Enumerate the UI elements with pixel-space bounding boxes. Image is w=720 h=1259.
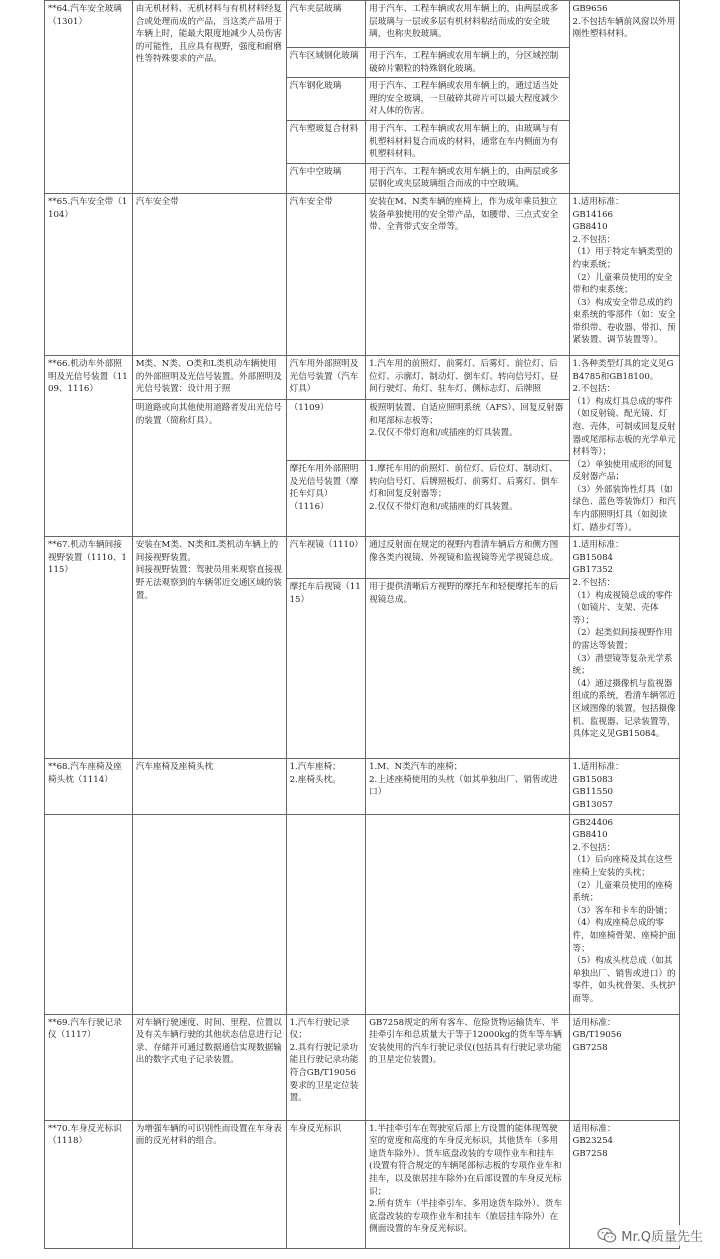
item-definition: 汽车座椅及座椅头枕 [135, 762, 214, 773]
product-description: 通过反射面在规定的视野内看清车辆后方和侧方图像各类内视镜、外视镜和监视镜等光学视镜总成。 [369, 540, 559, 563]
product-name-cell [286, 759, 366, 814]
product-description: 用于汽车、工程车辆或农用车辆上的，由玻璃与有机塑料材料复合而成的材料，通常在车内侧面为有机塑料材料。 [369, 123, 559, 160]
product-name: 汽车中空玻璃 [289, 166, 342, 177]
product-description: 用于汽车、工程车辆或农用车辆上的，由两层或多层玻璃与一层或多层有机材料粘结而成的安全玻璃，也称夹胶玻璃。 [369, 4, 559, 40]
remarks-cell [569, 537, 680, 759]
item-definition: 安装在M类、N类和L类机动车辆上的间接视野装置。 间接视野装置：驾驶员用来观察直接视野无法观察到的车辆邻近交通区域的装置。 [135, 540, 282, 601]
item-name-cell [45, 537, 133, 759]
product-description-cell [366, 1, 569, 48]
item-definition-cell [132, 399, 286, 536]
item-definition: 明道路或向其他使用道路者发出光信号的装置（简称灯具）。 [135, 402, 282, 426]
remarks: 1.各种类型灯具的定义见GB4785和GB18100。 2.不包括： （1）构成灯具总成的零件（如反射镜、配光镜、灯泡、壳体，可制成回复反射器或尾部标志板的光学单元材料等）； （2）单独使用成形的回复反射器产品； （3）外部装饰性灯具（如绿色、蓝色等装饰灯）和汽车内部照明灯具（如阅读灯、踏步灯等）。 [572, 358, 676, 533]
product-description: 安装在M、N类车辆的座椅上，作为成年乘员独立装备单独使用的安全带产品，如腰带、三点式安全带、全背带式安全带等。 [369, 196, 559, 233]
product-name-cell [286, 193, 366, 355]
remarks: GB24406 GB8410 2.不包括： （1）后向座椅及其在这些座椅上安装的头枕； （2）儿童乘员使用的座椅系统； （3）客车和卡车的卧铺； （4）构成座椅总成的零件，如座椅骨架、座椅护面等； （5）构成头枕总成（如其单独出厂、销售或进口）的零件，如头枕骨架、头枕护面等。 [572, 817, 676, 1004]
empty-cell [45, 814, 133, 1014]
table-row-66 [45, 355, 680, 399]
product-name: （1109） [289, 402, 329, 413]
item-name: **65.汽车安全带（1104） [48, 196, 128, 220]
product-description: 1.半挂牵引车在驾驶室后部上方设置的能体现驾驶室的宽度和高度的车身反光标识，其他货车（多用途货车除外）、货车底盘改装的专项作业车和挂车(设置有符合规定的车辆尾部标志板的专项作业车和挂车，以及旅居挂车除外)在后部设置的车身反光标识； 2.所有货车（半挂牵引车、多用途货车除外）、货车底盘改装的专项作业车和挂车（旅居挂车除外）在侧面设置的车身反光标识。 [369, 1123, 563, 1235]
product-name: 摩托车用外部照明及光信号装置（摩托车灯具） （1116） [289, 464, 359, 513]
product-name-cell [286, 1014, 366, 1120]
item-name-cell [45, 193, 133, 355]
table-row-65 [45, 193, 680, 355]
item-definition-cell [132, 759, 286, 814]
item-name-cell [45, 1014, 133, 1120]
item-definition-cell [132, 355, 286, 399]
remarks: GB9656 2.不包括车辆前风窗以外用刚性塑料材料。 [572, 4, 676, 40]
remarks-cell [569, 1, 680, 194]
document-page [44, 0, 680, 1249]
item-name-cell [45, 1120, 133, 1248]
table-row-67 [45, 537, 680, 579]
wechat-icon [597, 1227, 617, 1244]
product-description: GB7258规定的所有客车、危险货物运输货车、半挂牵引车和总质量大于等于12000kg的货车等车辆安装使用的汽车行驶记录仪(包括具有行驶记录功能的卫星定位装置)。 [369, 1017, 562, 1066]
product-description-cell [366, 1014, 569, 1120]
product-name: 汽车视镜（1110） [289, 540, 364, 551]
product-description-cell [366, 78, 569, 121]
remarks: 适用标准： GB23254 GB7258 [572, 1123, 616, 1159]
product-description-cell [366, 537, 569, 579]
table-row-64 [45, 1, 680, 48]
product-name: 汽车夹层玻璃 [289, 4, 342, 14]
product-name: 车身反光标识 [289, 1123, 342, 1134]
product-name-cell [286, 1120, 366, 1248]
product-description-cell [366, 759, 569, 814]
product-description: 用于提供清晰后方视野的摩托车和轻便摩托车的后视镜总成。 [369, 582, 559, 605]
product-name: 汽车区域钢化玻璃 [289, 51, 359, 61]
item-definition: 汽车安全带 [135, 196, 179, 207]
item-name: **69.汽车行驶记录仪（1117） [48, 1017, 122, 1041]
remarks-cell [569, 193, 680, 355]
product-name-cell [286, 120, 366, 163]
product-description: 板照明装置、自适应照明系统（AFS）、回复反射器和尾部标志板等； 2.仅仅不带灯泡和/或插座的灯具装置。 [369, 402, 564, 439]
remarks: 适用标准： GB/T19056 GB7258 [572, 1017, 622, 1053]
product-description: 用于汽车、工程车辆或农用车辆上的，通过适当处理的安全玻璃，一旦破碎其碎片可以最大程度减少对人体的伤害。 [369, 81, 559, 117]
item-name-cell [45, 759, 133, 814]
product-name: 摩托车后视镜（1115） [289, 582, 361, 605]
item-definition-cell [132, 1120, 286, 1248]
empty-cell [132, 814, 286, 1014]
item-definition-cell [132, 537, 286, 759]
item-definition: 为增强车辆的可识别性而设置在车身表面的反光材料的组合。 [135, 1123, 282, 1147]
catalog-table [44, 0, 680, 1249]
item-definition-cell [132, 1014, 286, 1120]
product-description: 用于汽车、工程车辆或农用车辆上的，由两层或多层钢化或夹层玻璃组合而成的中空玻璃。 [369, 166, 559, 190]
product-name-cell [286, 163, 366, 193]
remarks: 1.适用标准： GB15083 GB11550 GB13057 [572, 762, 624, 811]
product-name: 1.汽车座椅； 2.座椅头枕。 [289, 762, 341, 785]
remarks: 1.适用标准： GB14166 GB8410 2.不包括： （1）用于特定车辆类型的约束系统； （2）儿童乘员使用的安全带和约束系统； （3）构成安全带总成的约束系统的零部件（如：安全带织带、卷收器、带扣、预紧装置、调节装置等）。 [572, 196, 676, 346]
product-name: 汽车钢化玻璃 [289, 81, 342, 92]
product-name-cell [286, 579, 366, 759]
item-name: **70.车身反光标识（1118） [48, 1123, 122, 1147]
product-name-cell [286, 48, 366, 78]
product-description-cell [366, 163, 569, 193]
product-name: 汽车塑玻复合材料 [289, 123, 359, 134]
product-description-cell [366, 579, 569, 759]
watermark [594, 1225, 706, 1246]
item-definition: 对车辆行驶速度、时间、里程、位置以及有关车辆行驶的其他状态信息进行记录、存储并可通过数据通信实现数据输出的数字式电子记录装置。 [135, 1017, 282, 1066]
empty-cell [286, 814, 366, 1014]
product-name-cell [286, 1, 366, 48]
product-name-cell [286, 461, 366, 537]
product-name-cell [286, 355, 366, 399]
product-description-cell [366, 120, 569, 163]
table-row-68 [45, 759, 680, 814]
product-name-cell [286, 78, 366, 121]
remarks-cell [569, 1014, 680, 1120]
product-description-cell [366, 355, 569, 399]
product-description-cell [366, 399, 569, 460]
item-definition-cell [132, 1, 286, 194]
product-description-cell [366, 48, 569, 78]
product-description-cell [366, 1120, 569, 1248]
remarks-cell [569, 814, 680, 1014]
item-name: **67.机动车辆间接视野装置（1110、1115） [48, 540, 127, 576]
item-name: **66.机动车外部照明及光信号装置（1109、1116） [48, 358, 128, 395]
product-name: 汽车安全带 [289, 196, 333, 207]
product-description: 1.摩托车用的前照灯、前位灯、后位灯、制动灯、转向信号灯、后牌照板灯、前雾灯、后雾灯、倒车灯和回复反射器等； 2.仅仅不带灯泡和/或插座的灯具装置。 [369, 464, 559, 513]
product-name-cell [286, 399, 366, 460]
product-name: 汽车用外部照明及光信号装置（汽车灯具） [289, 358, 359, 395]
item-definition: M类、N类、O类和L类机动车辆使用的外部照明及光信号装置。外部照明及光信号装置：设计用于照 [135, 358, 282, 395]
item-definition: 由无机材料、无机材料与有机材料经复合或处理而成的产品，当这类产品用于车辆上时，能最大限度地减少人员伤害的可能性，且应具有视野，强度和耐磨性等特殊要求的产品。 [135, 4, 282, 65]
table-row-69 [45, 1014, 680, 1120]
remarks: 1.适用标准： GB15084 GB17352 2.不包括： （1）构成视镜总成的零件（如镜片、支架、壳体等）； （2）起类似间接视野作用的雷达等装置； （3）潜望镜等复杂光学系统； （4）通过摄像机与监视器组成的系统，看清车辆邻近区域图像的装置，包括摄像机、监视器、记录装置等，具体定义见GB15084。 [572, 540, 676, 740]
product-name-cell [286, 537, 366, 579]
item-name: **64.汽车安全玻璃（1301） [48, 4, 122, 27]
product-description-cell [366, 461, 569, 537]
empty-cell [366, 814, 569, 1014]
item-definition-cell [132, 193, 286, 355]
remarks-cell [569, 759, 680, 814]
watermark-text: Mr.Q质量先生 [621, 1230, 703, 1245]
product-name: 1.汽车行驶记录仪； 2.具有行驶记录功能且行驶记录功能符合GB/T19056要求的卫星定位装置。 [289, 1017, 359, 1104]
item-name: **68.汽车座椅及座椅头枕（1114） [48, 762, 122, 785]
table-row-70 [45, 1120, 680, 1248]
table-subrow [45, 814, 680, 1014]
item-name-cell [45, 1, 133, 194]
item-name-cell [45, 355, 133, 536]
remarks-cell [569, 355, 680, 536]
product-description: 用于汽车、工程车辆或农用车辆上的，分区域控制破碎片颗粒的特殊钢化玻璃。 [369, 51, 559, 74]
product-description-cell [366, 193, 569, 355]
product-description: 1.汽车用的前照灯、前雾灯、后雾灯、前位灯、后位灯、示廓灯、制动灯、倒车灯、转向信号灯、昼间行驶灯、角灯、驻车灯、侧标志灯、后牌照 [369, 358, 559, 395]
product-description: 1.M、N类汽车的座椅； 2.上述座椅使用的头枕（如其单独出厂、销售或进口） [369, 762, 558, 798]
